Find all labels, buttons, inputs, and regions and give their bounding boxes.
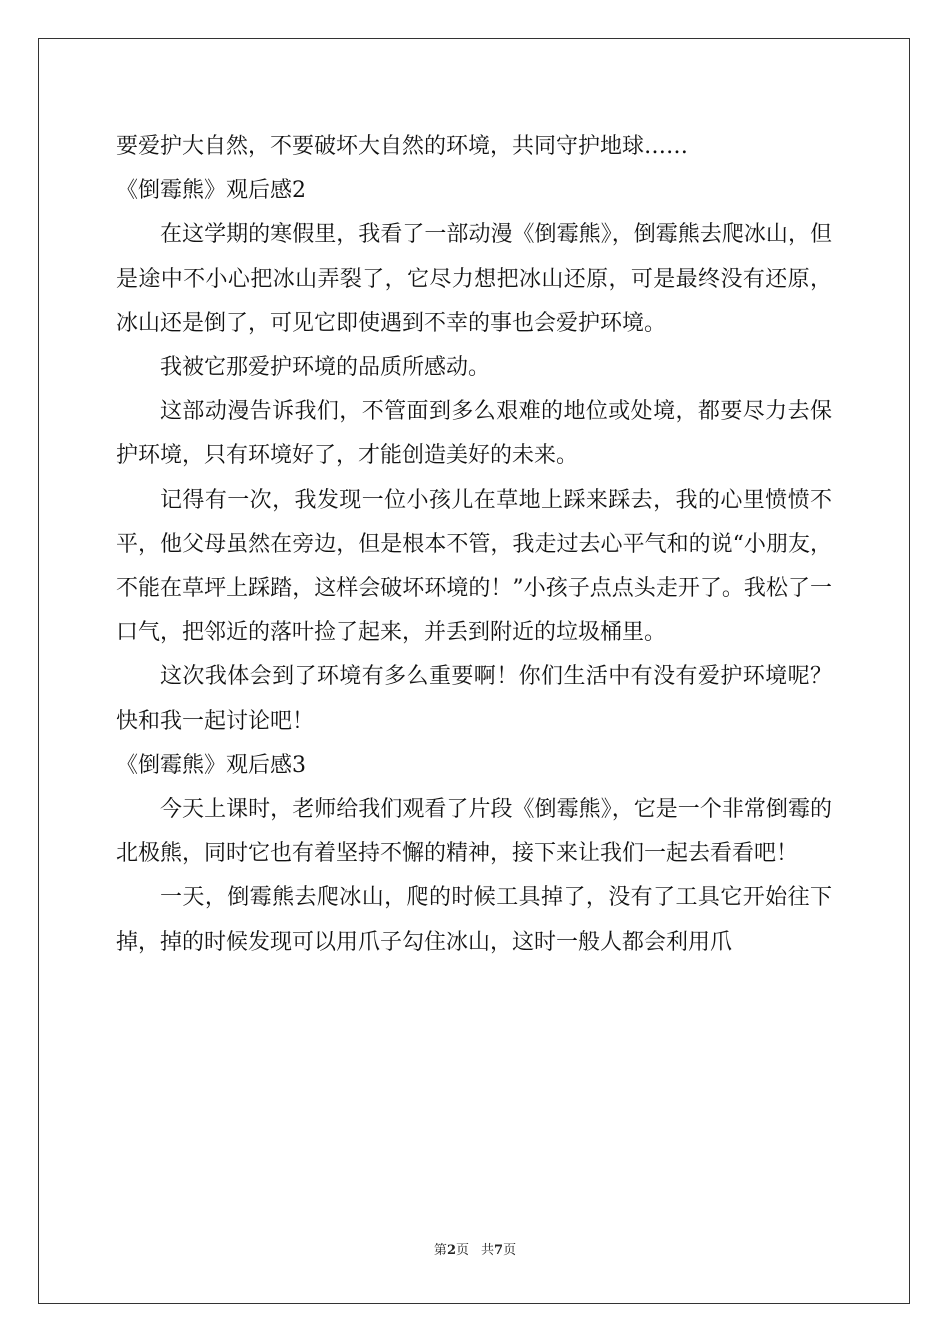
paragraph: 这部动漫告诉我们，不管面到多么艰难的地位或处境，都要尽力去保护环境，只有环境好了，才能创造美好的未来。 [116,399,832,469]
page-prefix: 第 [433,1243,447,1258]
paragraph: 记得有一次，我发现一位小孩儿在草地上踩来踩去，我的心里愤愤不平，他父母虽然在旁边，但是根本不管，我走过去心平气和的说“小朋友，不能在草坪上踩踏，这样会破坏环境的！”小孩子点点头走开了。我松了一口气，把邻近的落叶捡了起来，并丢到附近的垃圾桶里。 [116,487,832,646]
total-prefix: 共 [481,1243,495,1258]
section-heading-3: 《倒霉熊》观后感3 [116,752,306,778]
page-suffix: 页 [455,1243,469,1258]
section-heading-2: 《倒霉熊》观后感2 [116,178,306,204]
current-page-number: 2 [446,1243,456,1258]
paragraph: 一天，倒霉熊去爬冰山，爬的时候工具掉了，没有了工具它开始往下掉，掉的时候发现可以用爪子勾住冰山，这时一般人都会利用爪 [116,885,832,955]
paragraph: 我被它那爱护环境的品质所感动。 [160,355,491,381]
paragraph: 在这学期的寒假里，我看了一部动漫《倒霉熊》，倒霉熊去爬冰山，但是途中不小心把冰山弄裂了，它尽力想把冰山还原，可是最终没有还原，冰山还是倒了，可见它即使遇到不幸的事也会爱护环境。 [116,222,832,336]
page-footer [0,1242,950,1260]
total-page-count: 7 [494,1243,504,1258]
document-body [116,125,832,965]
paragraph-intro: 要爱护大自然，不要破坏大自然的环境，共同守护地球…… [116,134,689,159]
paragraph: 这次我体会到了环境有多么重要啊！你们生活中有没有爱护环境呢？快和我一起讨论吧！ [116,664,832,734]
total-suffix: 页 [503,1243,517,1258]
paragraph: 今天上课时，老师给我们观看了片段《倒霉熊》，它是一个非常倒霉的北极熊，同时它也有着坚持不懈的精神，接下来让我们一起去看看吧！ [116,797,832,867]
